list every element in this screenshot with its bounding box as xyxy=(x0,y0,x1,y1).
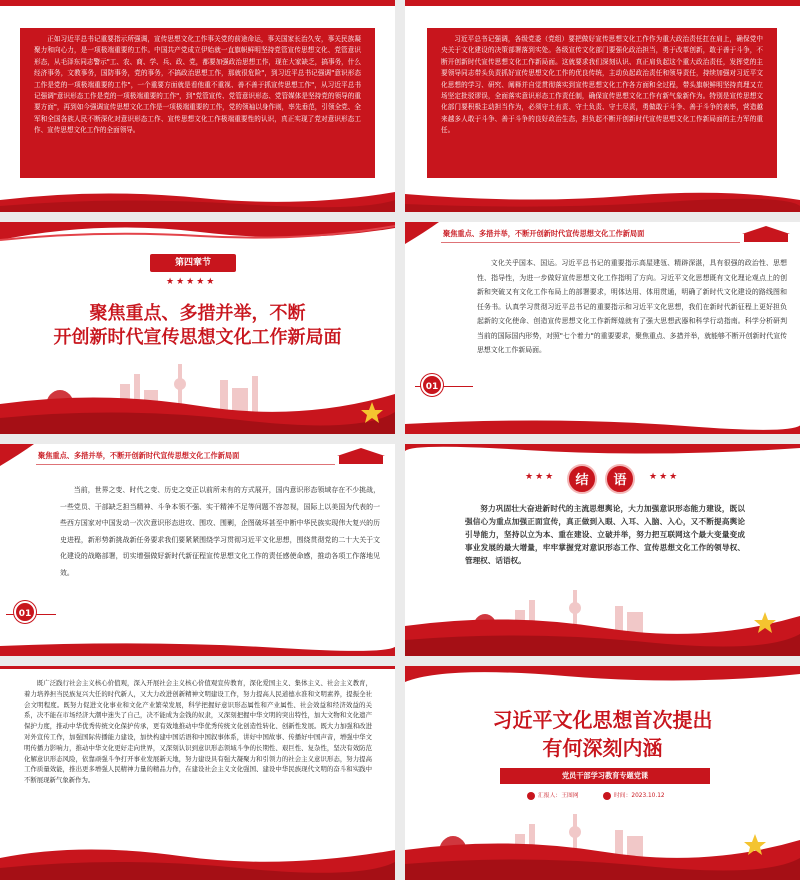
city-skyline-decoration xyxy=(405,806,800,880)
date-info: 时间：2023.10.12 xyxy=(603,790,665,800)
body-text xyxy=(465,502,745,567)
clock-icon xyxy=(603,792,611,800)
chapter-title-line1: 聚焦重点、多措并举，不断 xyxy=(89,303,306,324)
header-divider xyxy=(36,464,335,465)
slide-5[interactable] xyxy=(0,444,395,656)
body-text xyxy=(24,678,372,786)
slide-8-title[interactable] xyxy=(405,666,800,880)
body-text xyxy=(477,256,787,358)
top-bar xyxy=(0,0,395,6)
slide-2[interactable] xyxy=(405,0,800,212)
bottom-wave-decoration xyxy=(0,180,395,212)
user-icon xyxy=(527,792,535,800)
top-ribbon-decoration xyxy=(405,666,800,692)
slide-header xyxy=(0,444,395,470)
main-title-line1: 习近平文化思想首次提出 xyxy=(492,708,713,732)
slide5-paragraph: 当前，世界之变、时代之变、历史之变正以前所未有的方式展开，国内意识形态领域存在不少挑战，一些党员、干部缺乏担当精神、斗争本领不强、实干精神不足等问题不容忽视，国际上以美国为代表的一些西方国家对中国发动一次次意识形态进攻、围攻、围剿，企图破坏甚至中断中华民族实现伟大复兴的历史进程，新形势新挑战新任务要求我们要紧紧围绕学习贯彻习近平文化思想，围绕贯彻党的二十大关于文化建设的战略部署，切实增强做好新时代新征程宣传思想文化工作的责任感使命感，推动各项工作落地见效。 xyxy=(60,486,380,577)
body-text xyxy=(60,482,380,582)
slide7-paragraph: 既广泛践行社会主义核心价值观，深入开展社会主义核心价值观宣传教育，深化爱国主义、集体主义、社会主义教育，着力培养担当民族复兴大任的时代新人，又大力改进创新精神文明建设工作，努力提高人民道德水准和文明素养，提振全社会文明程度。既努力促进文化事业和文化产业繁荣发展，科学把握好意识形态属性和产业属性、社会效益和经济效益的关系，决不能在市场经济大潮中迷失了自己，决不能成为金钱的奴隶，又深刻把握中华文明的突出特性，加大文物和文化遗产保护力度，推动中华优秀传统文化保护传承，更有效地推动中华优秀传统文化创造性转化、创新性发展。既大力加强和改进对外宣传工作，加强国际传播能力建设，加快构建中国话语和中国叙事体系，讲好中国故事、传播好中国声音，增强中华文明传播力影响力，推动中华文化更好走向世界，又深刻认识到意识形态领域斗争的长期性、艰巨性、复杂性，坚决有效防范化解意识形态风险，依靠顽强斗争打开事业发展新天地，努力建设具有强大凝聚力和引领力的社会主义意识形态，努力提高工作质量效能，推出更多增强人民精神力量的精品力作，在建设社会主义文化强国、建设中华民族现代文明的奋斗和实践中不断展现新气象新作为。 xyxy=(24,679,372,785)
conclusion-char-2: 语 xyxy=(605,464,635,494)
slide-7[interactable] xyxy=(0,666,395,880)
slide1-paragraph: 正如习近平总书记重要指示所强调，宣传思想文化工作事关党的前途命运，事关国家长治久安，事关民族凝聚力和向心力，是一项极端重要的工作。中国共产党成立伊始就一直旗帜鲜明坚持党管宣传思想文化、党管意识形态，从毛泽东同志警示"工、农、商、学、兵、政、党，都要加强政治思想工作，现在大家缺乏，搞事务，什么经济事务，文教事务，国防事务，党的事务，不搞政治思想工作，那就很危险"，到习近平总书记强调"意识形态工作是党的一项极端重要的工作"，一个重要方面就是看他重不重视、善不善于抓宣传思想工作"，从习近平总书记强调"意识形态工作是党的一项极端重要的工作"，到"党管宣传、党管意识形态、党管媒体是坚持党的领导的重要方面"，再到如今强调宣传思想文化工作是一项极端重要的工作，党的领袖以身作则，率先垂范，引领全党、全军和全国各族人民不断深化对意识形态工作、宣传思想文化工作极端重要性的认识，真正实现了党对意识形态工作、宣传思想文化工作的全面领导。 xyxy=(34,35,361,135)
bottom-wave-decoration xyxy=(405,180,800,212)
city-skyline-decoration xyxy=(0,354,395,434)
section-number: 01 xyxy=(421,374,443,396)
red-flag-icon xyxy=(405,222,439,244)
city-skyline-decoration xyxy=(405,582,800,656)
bottom-wave-decoration xyxy=(405,412,800,434)
stars-decoration: ★★★★★ xyxy=(166,277,217,287)
slide-1[interactable] xyxy=(0,0,395,212)
chapter-title-line2: 开创新时代宣传思想文化工作新局面 xyxy=(53,327,342,348)
header-divider xyxy=(441,242,740,243)
header-title: 聚焦重点、多措并举，不断开创新时代宣传思想文化工作新局面 xyxy=(443,229,645,238)
top-ribbon-decoration xyxy=(0,222,395,252)
bottom-wave-decoration xyxy=(0,832,395,880)
conclusion-char-1: 结 xyxy=(567,464,597,494)
slide-3-chapter-cover[interactable] xyxy=(0,222,395,434)
reporter-info: 汇报人：王图网 xyxy=(527,790,579,800)
top-bar xyxy=(405,0,800,6)
slide6-paragraph: 努力巩固壮大奋进新时代的主流思想舆论，大力加强意识形态能力建设，既以强信心为重点加强正面宣传，真正做到入眼、入耳、入脑、入心，又不断提高舆论引导能力，坚持以立为本、重在建设、立破并举，努力把互联网这个最大变量变成事业发展的最大增量，牢牢掌握党对意识形态工作、宣传思想文化工作的领导权、管理权、话语权。 xyxy=(465,504,745,565)
slide4-paragraph: 文化关乎国本、国运。习近平总书记的重要指示高屋建瓴、精辟深湛，具有很强的政治性、思想性、指导性，为进一步做好宣传思想文化工作指明了方向。习近平文化思想既有文化理论观点上的创新和突破又有文化工作布局上的部署要求，明体达用、体用贯通，明确了新时代文化建设的路线图和任务书。认真学习贯彻习近平总书记的重要指示和习近平文化思想，我们在新时代新征程上更好担负起新的文化使命、创造宣传思想文化工作新辉煌就有了强大思想武器和科学行动指南。科学分析研判当前的国际国内形势，对照"七个着力"的重要要求，聚焦重点、多措并举，就能够不断开创新时代宣传思想文化工作新局面。 xyxy=(477,259,787,354)
subtitle-banner: 党员干部学习教育专题党课 xyxy=(500,768,710,784)
slide-4[interactable] xyxy=(405,222,800,434)
red-text-box xyxy=(427,28,777,178)
red-flag-icon xyxy=(0,444,34,466)
red-text-box xyxy=(20,28,375,178)
top-ribbon-decoration xyxy=(405,444,800,462)
main-title-line2: 有何深刻内涵 xyxy=(542,736,663,760)
chapter-badge: 第四章节 xyxy=(150,254,236,272)
stars-left: ★★★ xyxy=(525,472,556,482)
slide-6-conclusion[interactable] xyxy=(405,444,800,656)
bottom-wave-decoration xyxy=(0,636,395,656)
tiananmen-icon xyxy=(740,224,792,244)
slide2-paragraph: 习近平总书记强调，各级党委（党组）要把做好宣传思想文化工作作为重大政治责任扛在肩上，确保党中央关于文化建设的决策部署落到实处。各级宣传文化部门要强化政治担当，勇于改革创新，敢于善于斗争，不断开创新时代宣传思想文化工作新局面。这就要求我们深刻认识、真正肩负起这个重大政治责任，发挥党的主要领导同志带头负责抓好宣传思想文化工作的优良传统，主动负起政治责任和领导责任，持续加强对习近平文化思想的学习、研究、阐释并自觉贯彻落实到宣传思想文化工作各方面和全过程，带头旗帜鲜明坚持真理又立场坚定批驳谬误，全面落实意识形态工作责任制，确保宣传思想文化工作有新气象新作为。特别是宣传思想文化部门要积极主动担当作为，必须守土有责、守土负责、守土尽责，勇做敢于斗争、善于斗争的表率，营造越来越多人敢于斗争、善于斗争的良好政治生态，担负起不断开创新时代宣传思想文化工作新局面的主力军的重任。 xyxy=(441,35,763,135)
section-number: 01 xyxy=(14,601,36,623)
top-bar xyxy=(0,666,395,669)
stars-right: ★★★ xyxy=(649,472,680,482)
slide-header xyxy=(405,222,800,248)
tiananmen-icon xyxy=(335,446,387,466)
header-title: 聚焦重点、多措并举，不断开创新时代宣传思想文化工作新局面 xyxy=(38,451,240,460)
